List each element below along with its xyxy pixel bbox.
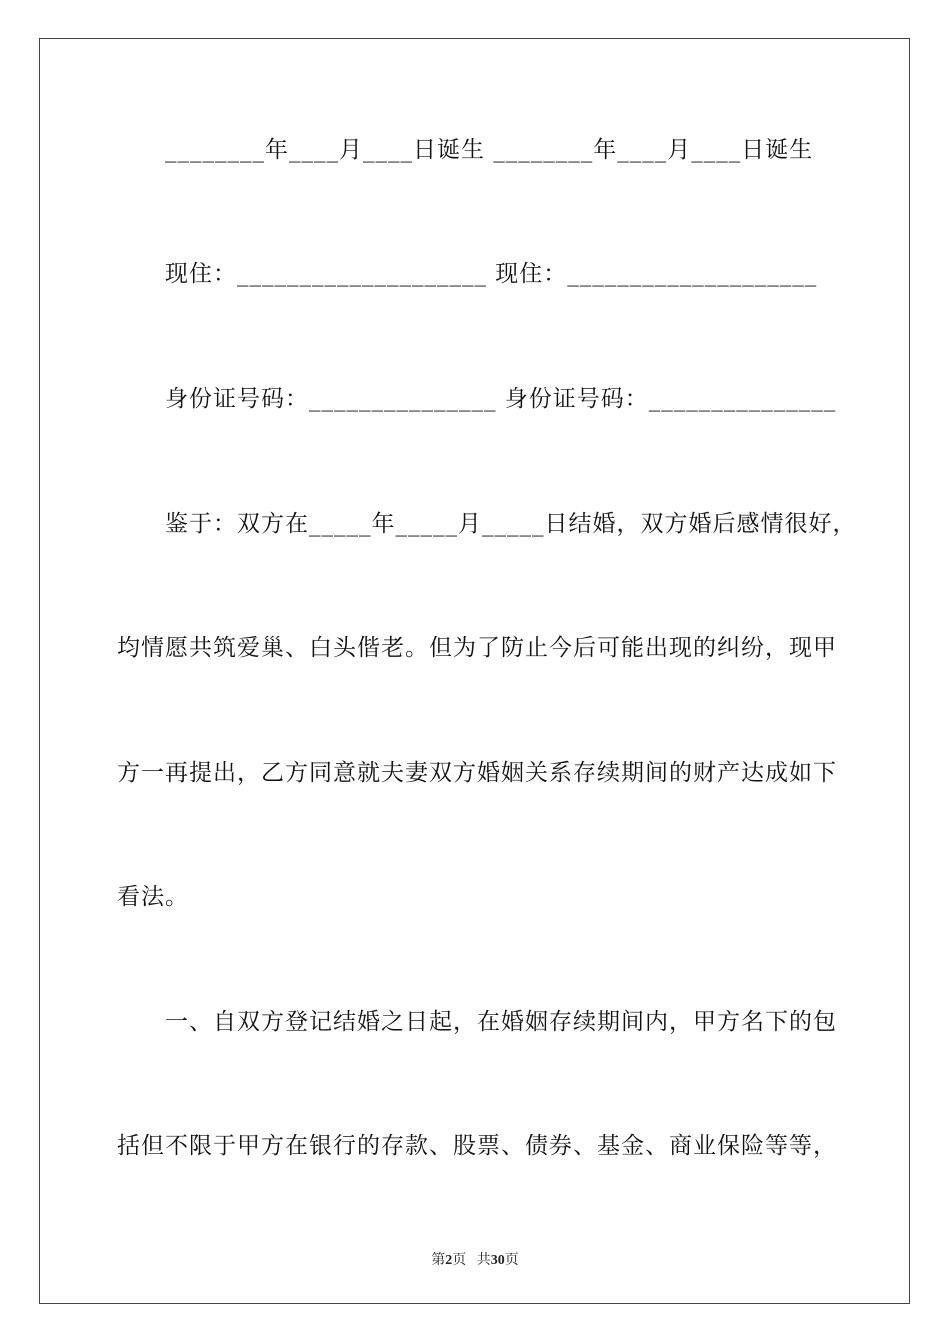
- total-pages: 30: [490, 1253, 505, 1268]
- page-number: 2: [445, 1253, 453, 1268]
- page-footer: [0, 1249, 950, 1269]
- clause-line: 括但不限于甲方在银行的存款、股票、债券、基金、商业保险等等，: [117, 1133, 837, 1159]
- page-prefix: 第: [431, 1253, 446, 1268]
- clause-line: 一、自双方登记结婚之日起，在婚姻存续期间内，甲方名下的包: [165, 1009, 837, 1035]
- paragraph-line: 看法。: [117, 884, 189, 910]
- page-border: [39, 38, 910, 1304]
- paragraph-line: 方一再提出，乙方同意就夫妻双方婚姻关系存续期间的财产达成如下: [117, 760, 837, 786]
- id-number-line: 身份证号码：_______________ 身份证号码：_______________: [165, 386, 837, 412]
- page-suffix: 页: [452, 1253, 467, 1268]
- paragraph-line: 鉴于：双方在_____年_____月_____日结婚，双方婚后感情很好，: [165, 511, 857, 537]
- birth-date-line: ________年____月____日诞生 ________年____月____日诞生: [165, 137, 814, 163]
- total-prefix: 共: [476, 1253, 491, 1268]
- total-suffix: 页: [504, 1253, 519, 1268]
- residence-line: 现住：____________________ 现住：____________________: [165, 261, 818, 287]
- paragraph-line: 均情愿共筑爱巢、白头偕老。但为了防止今后可能出现的纠纷，现甲: [117, 635, 837, 661]
